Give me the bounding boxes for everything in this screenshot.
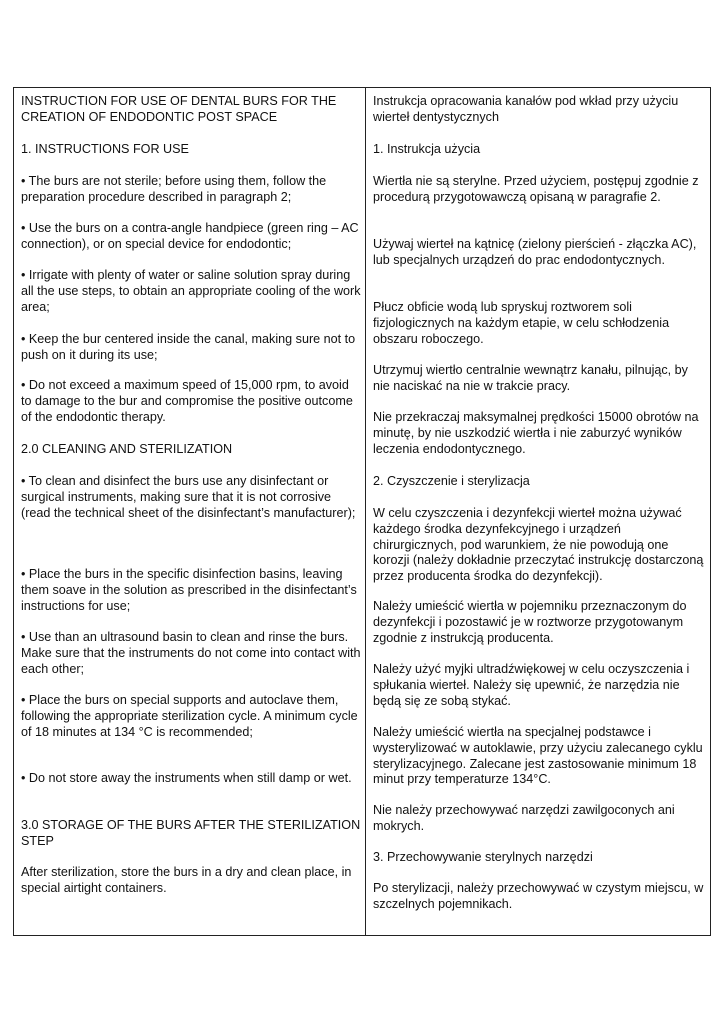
polish-cleaning-3: Należy użyć myjki ultradźwiękowej w celu oczyszczenia i spłukania wierteł. Należy się upewnić, że narzędzia nie będą się ze sobą stykać. <box>373 662 690 708</box>
polish-section-2-heading: 2. Czyszczenie i sterylizacja <box>373 474 530 488</box>
english-column <box>14 88 366 935</box>
english-cleaning-4: • Place the burs on special supports and autoclave them, following the appropriate sterilization cycle. A minimum cycle of 18 minutes at 134 °C is recommended; <box>21 693 358 739</box>
polish-instruction-1: Wiertła nie są sterylne. Przed użyciem, postępuj zgodnie z procedurą przygotowawczą opisaną w paragrafie 2. <box>373 174 699 204</box>
instructions-table <box>13 87 711 936</box>
english-instruction-2: • Use the burs on a contra-angle handpiece (green ring – AC connection), or on special device for endodontic; <box>21 221 359 251</box>
polish-instruction-5: Nie przekraczaj maksymalnej prędkości 15000 obrotów na minutę, by nie uszkodzić wiertła i nie zaburzyć wyników leczenia endodontycznego. <box>373 410 699 456</box>
english-cleaning-1: • To clean and disinfect the burs use any disinfectant or surgical instruments, making sure that it is not corrosive (read the technical sheet of the disinfectant’s manufacturer); <box>21 474 356 520</box>
english-title: INSTRUCTION FOR USE OF DENTAL BURS FOR THE CREATION OF ENDODONTIC POST SPACE <box>21 94 337 124</box>
english-section-2-heading: 2.0 CLEANING AND STERILIZATION <box>21 442 233 456</box>
polish-cleaning-1: W celu czyszczenia i dezynfekcji wierteł można używać każdego środka dezynfekcyjnego i urządzeń chirurgicznych, pod warunkiem, że nie powodują one korozji (należy dokładnie przeczytać instrukcję dostarczoną przez producenta środka do dezynfekcji). <box>373 506 704 584</box>
polish-section-1-heading: 1. Instrukcja użycia <box>373 142 481 156</box>
english-section-3-heading: 3.0 STORAGE OF THE BURS AFTER THE STERILIZATION STEP <box>21 818 361 848</box>
english-section-1-heading: 1. INSTRUCTIONS FOR USE <box>21 142 189 156</box>
english-instruction-1: • The burs are not sterile; before using them, follow the preparation procedure described in paragraph 2; <box>21 174 327 204</box>
polish-title: Instrukcja opracowania kanałów pod wkład przy użyciu wierteł dentystycznych <box>373 94 679 124</box>
polish-instruction-4: Utrzymuj wiertło centralnie wewnątrz kanału, pilnując, by nie naciskać na nie w trakcie pracy. <box>373 363 688 393</box>
polish-instruction-3: Płucz obficie wodą lub spryskuj roztworem soli fizjologicznych na każdym etapie, w celu schłodzenia obszaru roboczego. <box>373 300 670 346</box>
polish-cleaning-5: Nie należy przechowywać narzędzi zawilgoconych ani mokrych. <box>373 803 675 833</box>
polish-section-3-heading: 3. Przechowywanie sterylnych narzędzi <box>373 850 593 864</box>
english-cleaning-5: • Do not store away the instruments when still damp or wet. <box>21 771 352 785</box>
english-cleaning-3: • Use than an ultrasound basin to clean and rinse the burs. Make sure that the instruments do not come into contact with each other; <box>21 630 361 676</box>
english-cleaning-2: • Place the burs in the specific disinfection basins, leaving them soave in the solution as prescribed in the disinfectant’s instructions for use; <box>21 567 357 613</box>
polish-cleaning-4: Należy umieścić wiertła na specjalnej podstawce i wysterylizować w autoklawie, przy użyciu zalecanego cyklu sterylizacyjnego. Zalecane jest zastosowanie minimum 18 minut przy temperaturze 134°C. <box>373 725 703 787</box>
polish-storage-text: Po sterylizacji, należy przechowywać w czystym miejscu, w szczelnych pojemnikach. <box>373 881 704 911</box>
polish-column <box>366 88 710 935</box>
english-instruction-4: • Keep the bur centered inside the canal, making sure not to push on it during its use; <box>21 332 356 362</box>
english-storage-text: After sterilization, store the burs in a dry and clean place, in special airtight containers. <box>21 865 352 895</box>
polish-cleaning-2: Należy umieścić wiertła w pojemniku przeznaczonym do dezynfekcji i pozostawić je w roztworze przygotowanym zgodnie z instrukcją producenta. <box>373 599 687 645</box>
english-instruction-3: • Irrigate with plenty of water or saline solution spray during all the use steps, to obtain an appropriate cooling of the work area; <box>21 268 361 314</box>
polish-instruction-2: Używaj wierteł na kątnicę (zielony pierścień - złączka AC), lub specjalnych urządzeń do prac endodontycznych. <box>373 237 697 267</box>
english-instruction-5: • Do not exceed a maximum speed of 15,000 rpm, to avoid to damage to the bur and compromise the positive outcome of the endodontic therapy. <box>21 378 353 424</box>
